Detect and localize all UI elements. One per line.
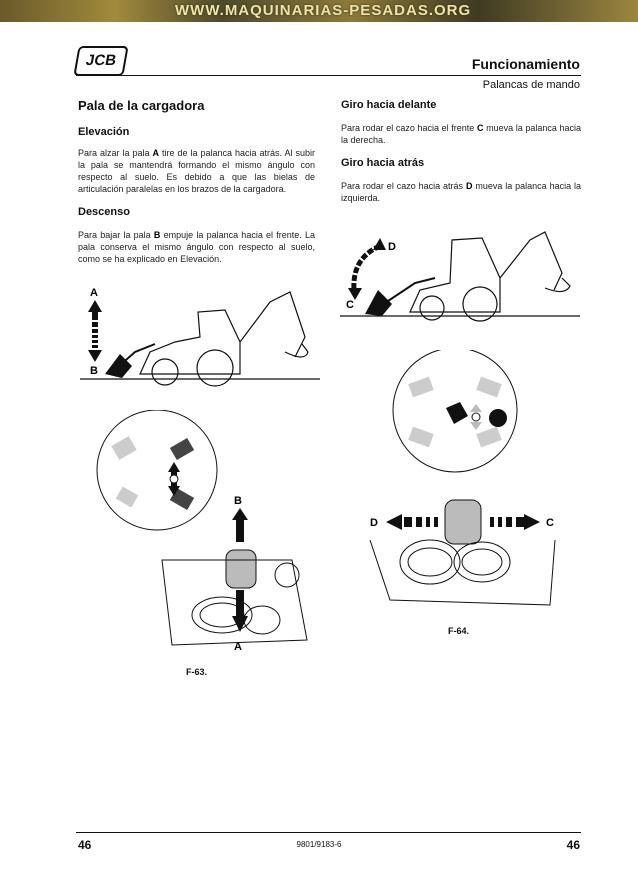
fig3-label-b: B: [234, 495, 242, 507]
fig3-label-a: A: [234, 641, 242, 653]
fig-caption-f63: F-63.: [186, 667, 208, 677]
fig1-label-a: A: [90, 287, 98, 299]
descenso-text: Para bajar la pala B empuje la palanca hacia el frente. La pala conserva el mismo ángulo con respecto al suelo, como se ha explicado en Elevación.: [78, 230, 315, 264]
loader-lever-figure: [82, 410, 322, 670]
header-rule: [76, 75, 581, 76]
key-a: A: [152, 148, 159, 158]
key-d: D: [465, 181, 473, 191]
elevacion-title: Elevación: [78, 126, 130, 138]
loader-heading: Pala de la cargadora: [78, 98, 205, 113]
bucket-roll-illustration: [340, 228, 580, 326]
giro-delante-text: Para rodar el cazo hacia el frente C mueva la palanca hacia la derecha.: [341, 123, 582, 145]
fig2-label-c: C: [346, 299, 354, 311]
jcb-logo: JCB: [73, 46, 128, 76]
key-c: C: [476, 123, 484, 133]
page-number-right: 46: [566, 838, 580, 852]
fig4-label-d: D: [370, 517, 378, 529]
top-banner: [0, 0, 638, 22]
giro-atras-text: Para rodar el cazo hacia atrás D mueva la palanca hacia la izquierda.: [341, 181, 581, 203]
section-title: Funcionamiento: [471, 56, 580, 72]
fig1-label-b: B: [90, 365, 98, 377]
elevacion-text: Para alzar la pala A tire de la palanca hacia atrás. Al subir la pala se mantendrá formando el mismo ángulo con respecto al suelo. Es debido a que las bielas de articulación paralelas en los brazos de la cargadora.: [78, 148, 315, 194]
section-subtitle: Palancas de mando: [482, 79, 580, 91]
fig4-label-c: C: [546, 517, 554, 529]
banner-url: WWW.MAQUINARIAS-PESADAS.ORG: [175, 2, 472, 19]
fig2-label-d: D: [388, 241, 396, 253]
giro-atras-title: Giro hacia atrás: [341, 157, 425, 169]
descenso-title: Descenso: [78, 206, 130, 218]
footer-rule: [76, 832, 581, 833]
key-b: B: [153, 230, 161, 240]
bucket-lever-figure: [350, 350, 582, 640]
page-number-left: 46: [78, 838, 92, 852]
document-number: 9801/9183-6: [296, 840, 342, 849]
fig-caption-f64: F-64.: [448, 626, 470, 636]
giro-delante-title: Giro hacia delante: [341, 99, 437, 111]
loader-lift-illustration: [80, 282, 320, 392]
